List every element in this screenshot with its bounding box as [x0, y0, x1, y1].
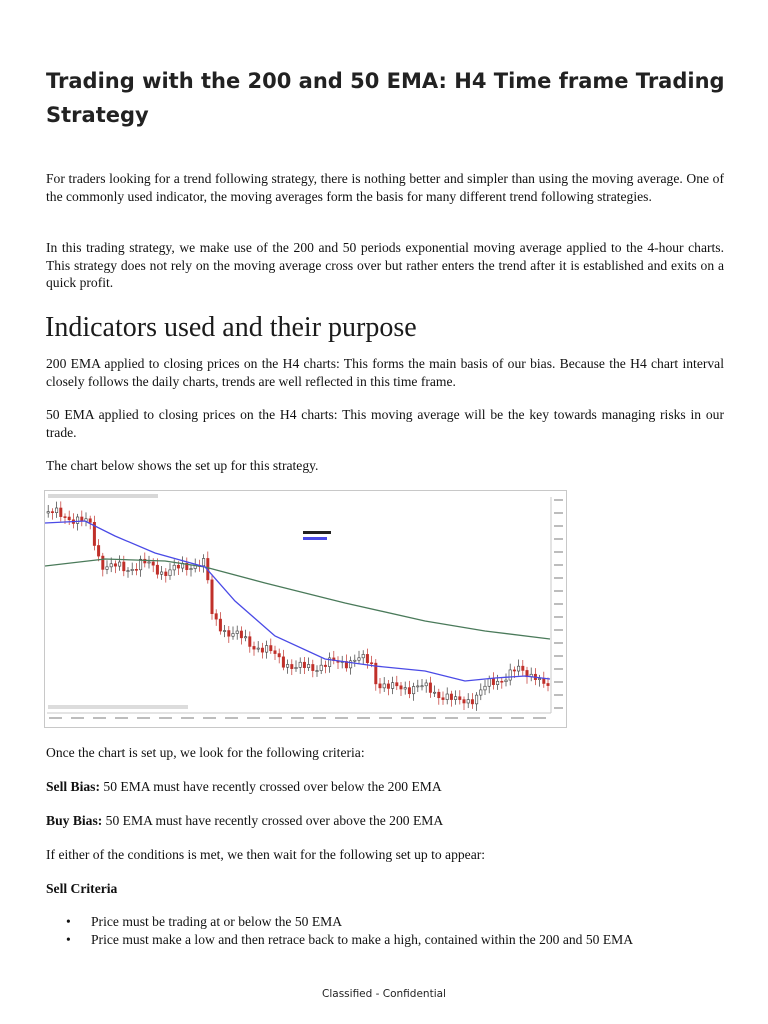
candle-body: [505, 680, 507, 682]
candle-body: [278, 654, 280, 657]
price-tick: [554, 538, 563, 540]
candle-body: [240, 631, 242, 638]
buy-bias-label: Buy Bias:: [46, 813, 103, 828]
candle-body: [400, 686, 402, 689]
time-tick: [71, 717, 84, 719]
time-tick: [511, 717, 524, 719]
candle-body: [76, 517, 78, 523]
list-item-text: Price must be trading at or below the 50 EMA: [91, 914, 343, 929]
candle-body: [64, 517, 66, 518]
candle-body: [366, 654, 368, 662]
candle-body: [228, 631, 230, 637]
candle-body: [517, 666, 519, 671]
time-tick: [247, 717, 260, 719]
candle-body: [244, 637, 246, 638]
candle-body: [190, 569, 192, 570]
criteria-intro: Once the chart is set up, we look for the following criteria:: [46, 745, 365, 760]
price-tick: [554, 512, 563, 514]
candle-body: [362, 654, 364, 657]
time-tick: [357, 717, 370, 719]
candle-body: [513, 670, 515, 671]
candle-body: [522, 666, 524, 670]
candle-body: [547, 683, 549, 685]
candle-body: [55, 508, 57, 513]
candle-body: [454, 697, 456, 700]
footer-classification: Classified - Confidential: [322, 988, 446, 1000]
candle-body: [484, 686, 486, 690]
price-tick: [554, 590, 563, 592]
candle-body: [118, 562, 120, 566]
price-tick: [554, 525, 563, 527]
candle-body: [471, 700, 473, 704]
candle-body: [236, 631, 238, 633]
candle-body: [312, 664, 314, 670]
candle-body: [265, 646, 267, 653]
price-tick: [554, 707, 563, 709]
price-tick: [554, 681, 563, 683]
candle-body: [60, 508, 62, 517]
candle-body: [152, 562, 154, 565]
candle-body: [475, 695, 477, 704]
candle-body: [257, 648, 259, 649]
time-scale: [49, 717, 546, 719]
list-item: [66, 913, 633, 931]
candle-body: [135, 569, 137, 570]
strategy-paragraph: In this trading strategy, we make use of the 200 and 50 periods exponential moving average applied to the 4-hour charts. This strategy does not rely on the moving average cross over but rather enters the trend after it is established and exits on a quick profit.: [46, 240, 724, 290]
candle-body: [131, 569, 133, 570]
candle-body: [370, 663, 372, 664]
price-tick: [554, 499, 563, 501]
candle-body: [102, 556, 104, 569]
candle-body: [215, 614, 217, 619]
time-tick: [269, 717, 282, 719]
time-tick: [159, 717, 172, 719]
chart-screenshot: [44, 490, 567, 728]
buy-bias-text: 50 EMA must have recently crossed over above the 200 EMA: [102, 813, 444, 828]
chart-image: [45, 491, 566, 727]
candle-body: [177, 565, 179, 568]
chart-intro-paragraph: The chart below shows the set up for this strategy.: [46, 458, 319, 473]
price-tick: [554, 629, 563, 631]
page-title: Trading with the 200 and 50 EMA: H4 Time frame Trading Strategy: [46, 69, 725, 127]
candle-body: [358, 658, 360, 660]
candle-body: [379, 684, 381, 688]
candle-body: [404, 688, 406, 689]
candle-body: [51, 512, 53, 513]
candle-body: [421, 686, 423, 687]
bullet-glyph: •: [66, 914, 71, 929]
candle-body: [412, 686, 414, 693]
time-tick: [445, 717, 458, 719]
candle-body: [165, 572, 167, 576]
candle-body: [501, 681, 503, 682]
chart-header-text: [48, 494, 158, 498]
candle-body: [396, 683, 398, 686]
time-tick: [533, 717, 546, 719]
candle-body: [417, 686, 419, 687]
candle-body: [387, 684, 389, 689]
candle-body: [463, 700, 465, 703]
sell-bias-label: Sell Bias:: [46, 779, 101, 794]
price-tick: [554, 603, 563, 605]
candle-body: [106, 567, 108, 570]
list-item: [66, 931, 633, 949]
time-tick: [181, 717, 194, 719]
time-tick: [401, 717, 414, 719]
sell-bias-line: [46, 778, 724, 796]
candle-body: [219, 619, 221, 631]
ema200-paragraph: 200 EMA applied to closing prices on the H4 charts: This forms the main basis of our bias. Because the H4 chart interval closely follows the daily charts, trends are well reflected in this time frame.: [46, 356, 724, 389]
candle-body: [223, 631, 225, 632]
candle-body: [282, 657, 284, 667]
candle-body: [488, 679, 490, 686]
candle-body: [442, 698, 444, 700]
time-tick: [137, 717, 150, 719]
candle-body: [274, 651, 276, 654]
candle-body: [270, 646, 272, 651]
candle-body: [169, 570, 171, 576]
candle-body: [202, 558, 204, 565]
price-tick: [554, 694, 563, 696]
candle-body: [97, 545, 99, 556]
candle-body: [354, 660, 356, 661]
candle-body: [291, 664, 293, 668]
candle-body: [543, 679, 545, 684]
candle-body: [492, 679, 494, 685]
wait-paragraph: If either of the conditions is met, we then wait for the following set up to appear:: [46, 847, 486, 862]
price-tick: [554, 655, 563, 657]
candle-body: [249, 637, 251, 647]
candle-body: [391, 683, 393, 689]
time-tick: [291, 717, 304, 719]
candle-body: [160, 572, 162, 574]
candle-body: [127, 571, 129, 572]
candle-body: [433, 692, 435, 693]
price-tick: [554, 564, 563, 566]
candle-body: [480, 690, 482, 695]
bullet-glyph: •: [66, 932, 71, 947]
candle-body: [446, 694, 448, 700]
candle-body: [408, 688, 410, 694]
candle-body: [299, 662, 301, 667]
candle-body: [253, 646, 255, 649]
sell-criteria-list: [66, 913, 633, 949]
price-tick: [554, 616, 563, 618]
candle-body: [89, 519, 91, 523]
candle-body: [68, 517, 70, 520]
candle-body: [429, 683, 431, 693]
candle-body: [425, 683, 427, 686]
price-tick: [554, 642, 563, 644]
candle-body: [303, 662, 305, 667]
list-item-text: Price must make a low and then retrace back to make a high, contained within the 200 and 50 EMA: [91, 932, 634, 947]
candle-body: [496, 681, 498, 684]
candle-body: [110, 564, 112, 567]
candle-body: [211, 580, 213, 614]
candle-body: [47, 512, 49, 513]
candle-body: [173, 565, 175, 570]
candle-body: [316, 671, 318, 672]
time-tick: [225, 717, 238, 719]
time-tick: [115, 717, 128, 719]
candle-body: [320, 665, 322, 670]
time-tick: [423, 717, 436, 719]
price-tick: [554, 577, 563, 579]
candle-body: [286, 664, 288, 667]
time-tick: [203, 717, 216, 719]
price-tick: [554, 668, 563, 670]
indicators-heading: Indicators used and their purpose: [45, 312, 417, 343]
sell-criteria-heading: Sell Criteria: [46, 881, 118, 896]
time-tick: [93, 717, 106, 719]
candle-body: [324, 665, 326, 666]
candle-body: [232, 634, 234, 637]
time-tick: [489, 717, 502, 719]
time-tick: [379, 717, 392, 719]
ema50-paragraph: 50 EMA applied to closing prices on the H4 charts: This moving average will be the key towards managing risks in our trade.: [46, 407, 724, 440]
candle-body: [383, 684, 385, 688]
sell-bias-text: 50 EMA must have recently crossed over below the 200 EMA: [100, 779, 442, 794]
candle-body: [438, 692, 440, 698]
price-tick: [554, 551, 563, 553]
candle-body: [123, 562, 125, 571]
time-tick: [335, 717, 348, 719]
time-tick: [467, 717, 480, 719]
chart-copyright-text: [48, 705, 188, 709]
candle-body: [295, 667, 297, 668]
intro-paragraph: For traders looking for a trend following strategy, there is nothing better and simpler than using the moving average. One of the commonly used indicator, the moving averages form the basis for many different trend following strategies.: [46, 171, 724, 204]
candle-body: [114, 564, 116, 566]
time-tick: [49, 717, 62, 719]
candle-body: [459, 697, 461, 700]
buy-bias-line: [46, 812, 724, 830]
time-tick: [313, 717, 326, 719]
candle-body: [467, 700, 469, 703]
candle-body: [450, 694, 452, 700]
candle-body: [156, 565, 158, 574]
candle-body: [307, 664, 309, 667]
candle-body: [261, 648, 263, 652]
candle-body: [538, 679, 540, 680]
candle-body: [148, 562, 150, 563]
candle-body: [509, 670, 511, 680]
